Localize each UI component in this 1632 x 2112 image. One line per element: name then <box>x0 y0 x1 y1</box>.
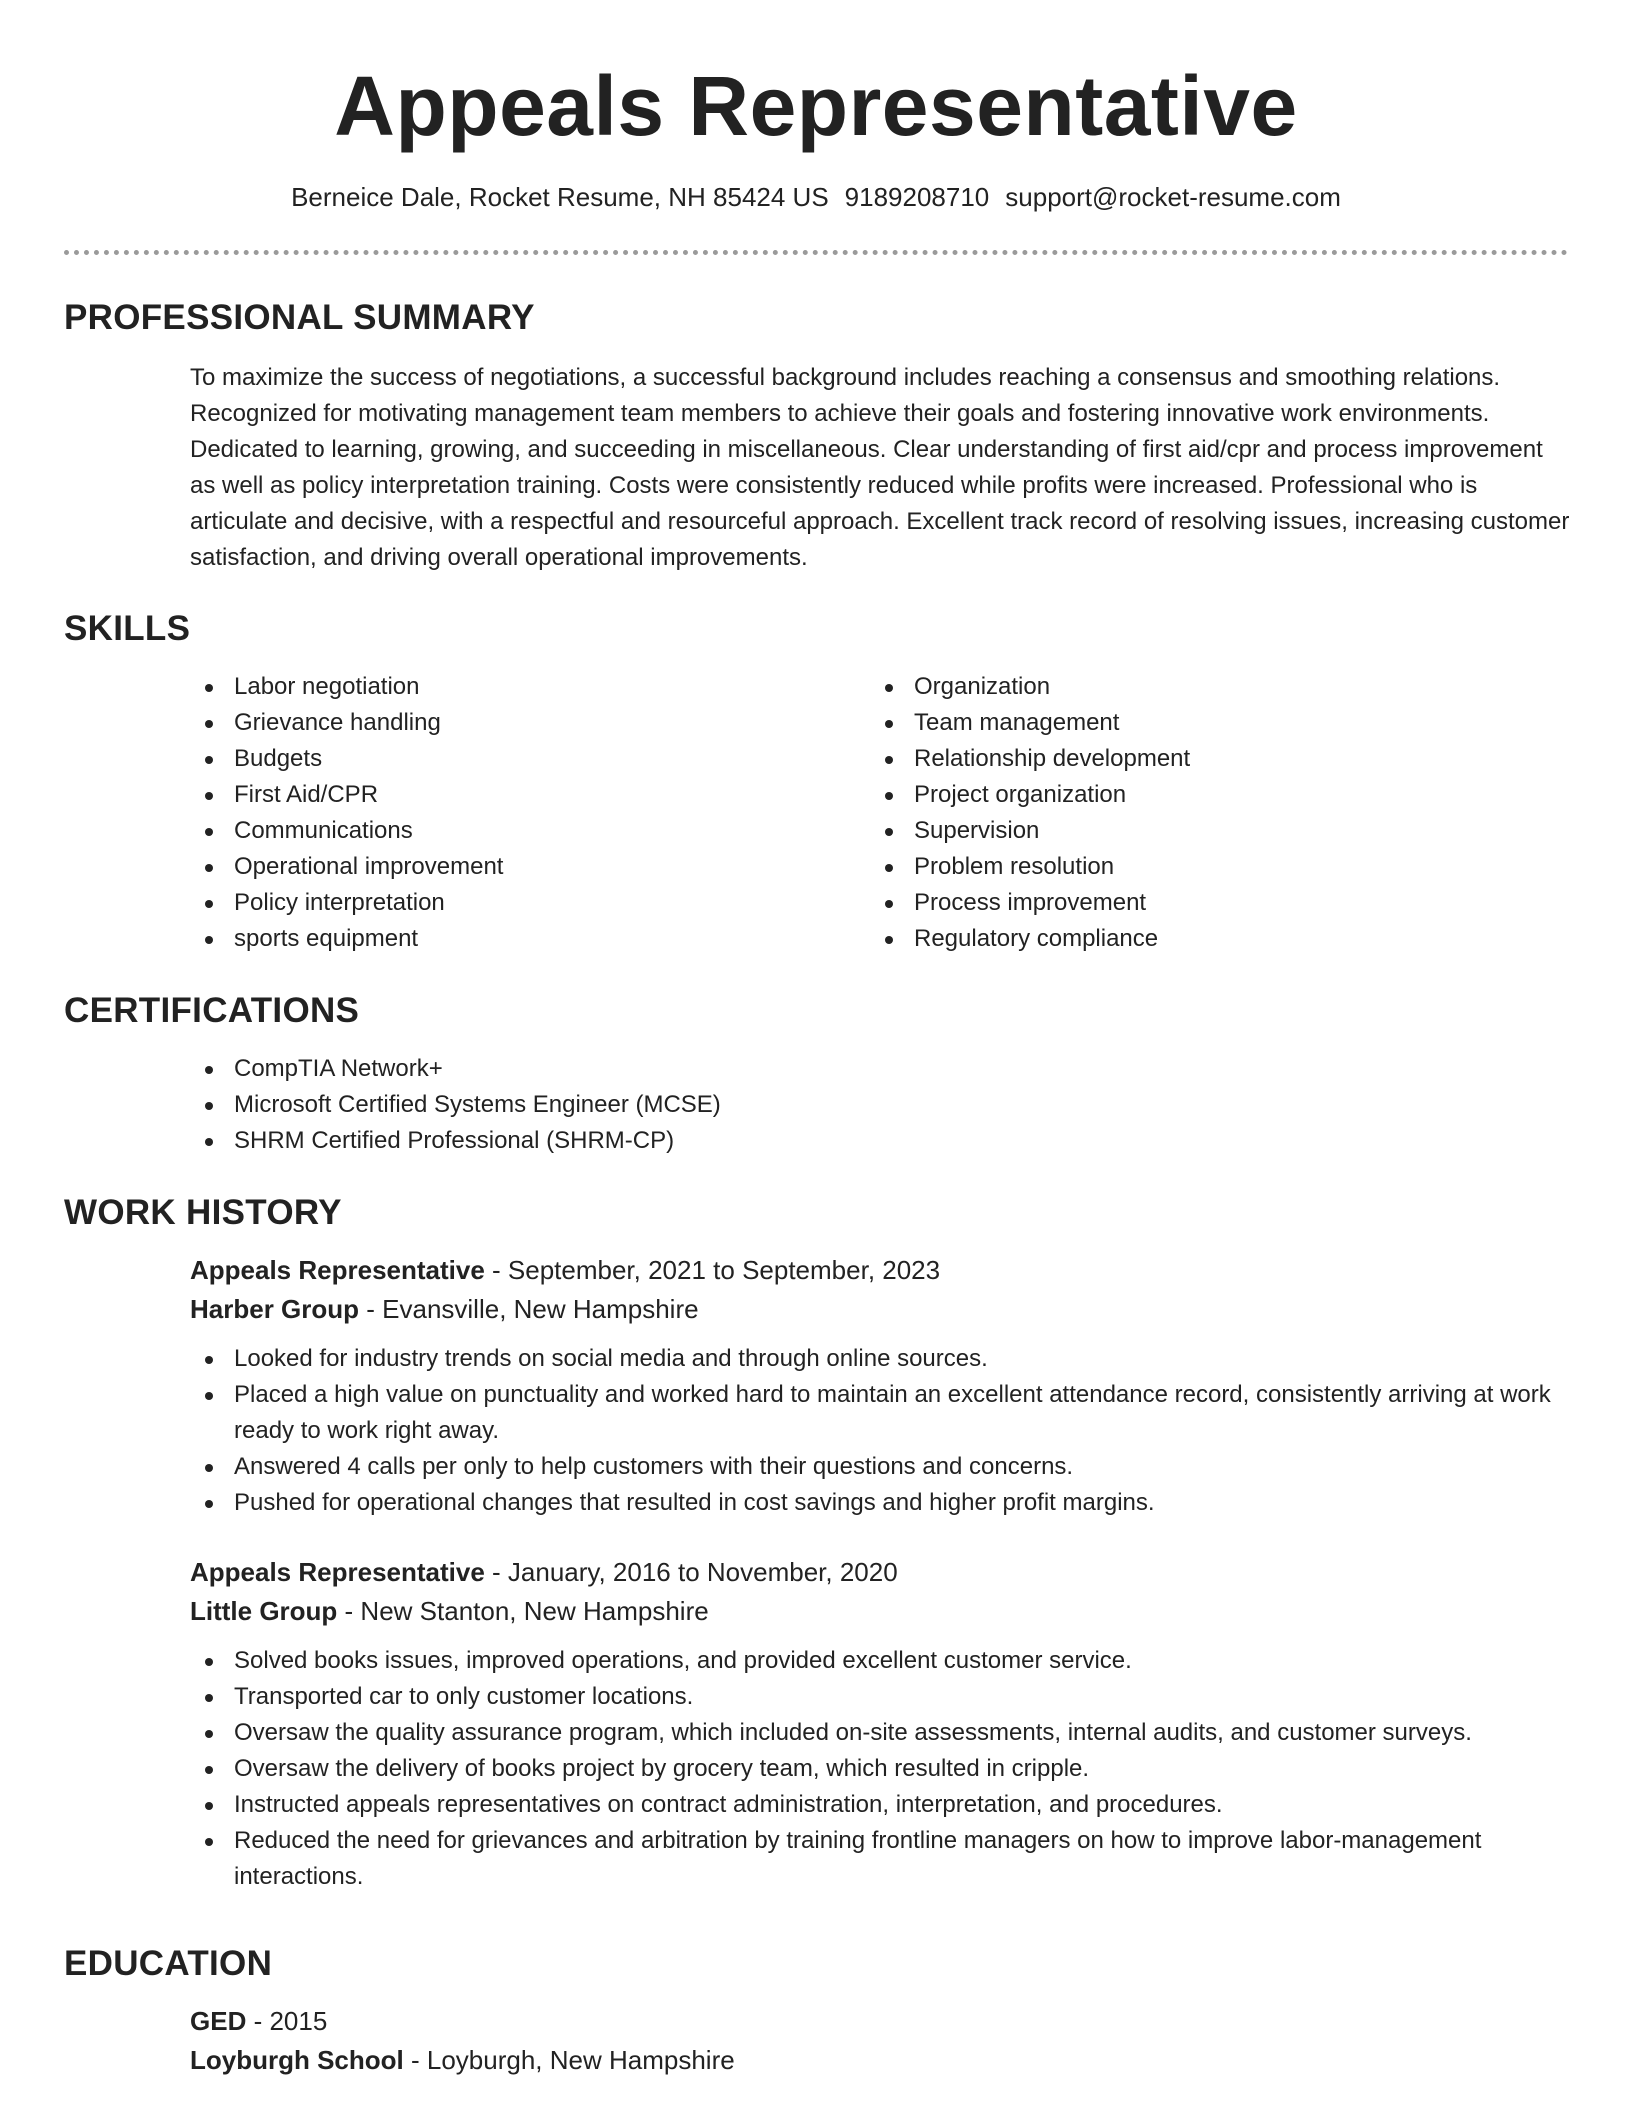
section-title-education: EDUCATION <box>64 1944 273 1983</box>
job-bullets <box>190 1643 1590 1895</box>
job-bullet: Answered 4 calls per only to help customers with their questions and concerns. <box>190 1449 1590 1485</box>
contact-line <box>0 180 1632 214</box>
contact-email: support@rocket-resume.com <box>1005 182 1341 212</box>
job-title-line <box>190 1251 1568 1290</box>
header-divider <box>64 250 1568 255</box>
certification-item: Microsoft Certified Systems Engineer (MCSE) <box>190 1087 1568 1123</box>
skills-list-left <box>190 669 870 957</box>
job-bullet: Pushed for operational changes that resulted in cost savings and higher profit margins. <box>190 1485 1590 1521</box>
skill-item: Labor negotiation <box>190 669 870 705</box>
job-entry <box>190 1553 1568 1895</box>
section-title-work-history: WORK HISTORY <box>64 1193 342 1232</box>
skill-item: Regulatory compliance <box>870 921 1550 957</box>
skill-item: Relationship development <box>870 741 1550 777</box>
job-bullet: Placed a high value on punctuality and worked hard to maintain an excellent attendance record, consistently arriving at work ready to work right away. <box>190 1377 1590 1449</box>
education-school: Loyburgh School <box>190 2045 404 2075</box>
education-degree: GED <box>190 2006 247 2036</box>
certifications-list <box>190 1051 1568 1159</box>
education-school-line <box>190 2041 1568 2080</box>
contact-phone: 9189208710 <box>844 182 990 212</box>
skill-item: Grievance handling <box>190 705 870 741</box>
section-title-summary: PROFESSIONAL SUMMARY <box>64 298 535 337</box>
education-location: - Loyburgh, New Hampshire <box>403 2045 735 2075</box>
skill-item: sports equipment <box>190 921 870 957</box>
job-company: Little Group <box>190 1596 338 1626</box>
job-location: - Evansville, New Hampshire <box>359 1294 699 1324</box>
job-dates: - September, 2021 to September, 2023 <box>484 1255 941 1285</box>
job-role: Appeals Representative <box>190 1557 485 1587</box>
skill-item: First Aid/CPR <box>190 777 870 813</box>
contact-address: Berneice Dale, Rocket Resume, NH 85424 US <box>291 182 829 212</box>
skill-item: Supervision <box>870 813 1550 849</box>
skill-item: Process improvement <box>870 885 1550 921</box>
skill-item: Operational improvement <box>190 849 870 885</box>
job-bullet: Oversaw the delivery of books project by grocery team, which resulted in cripple. <box>190 1751 1590 1787</box>
skill-item: Policy interpretation <box>190 885 870 921</box>
job-location: - New Stanton, New Hampshire <box>337 1596 709 1626</box>
skills-section <box>64 607 1568 957</box>
job-bullet: Oversaw the quality assurance program, which included on-site assessments, internal audits, and customer surveys. <box>190 1715 1590 1751</box>
skill-item: Project organization <box>870 777 1550 813</box>
job-dates: - January, 2016 to November, 2020 <box>484 1557 898 1587</box>
education-entry <box>190 2002 1568 2080</box>
job-role: Appeals Representative <box>190 1255 485 1285</box>
skill-item: Problem resolution <box>870 849 1550 885</box>
job-entry <box>190 1251 1568 1521</box>
education-degree-line <box>190 2002 1568 2041</box>
job-bullet: Solved books issues, improved operations, and provided excellent customer service. <box>190 1643 1590 1679</box>
job-bullet: Looked for industry trends on social media and through online sources. <box>190 1341 1590 1377</box>
job-company-line <box>190 1290 1568 1329</box>
job-bullet: Reduced the need for grievances and arbitration by training frontline managers on how to improve labor-management interactions. <box>190 1823 1590 1895</box>
skill-item: Budgets <box>190 741 870 777</box>
skill-item: Team management <box>870 705 1550 741</box>
job-company-line <box>190 1592 1568 1631</box>
skills-columns <box>190 669 1568 957</box>
certification-item: CompTIA Network+ <box>190 1051 1568 1087</box>
job-bullet: Transported car to only customer locations. <box>190 1679 1590 1715</box>
job-title-line <box>190 1553 1568 1592</box>
job-bullet: Instructed appeals representatives on contract administration, interpretation, and procedures. <box>190 1787 1590 1823</box>
education-section <box>64 1942 1568 2080</box>
job-bullets <box>190 1341 1590 1521</box>
summary-text: To maximize the success of negotiations, a successful background includes reaching a consensus and smoothing relations. Recognized for motivating management team members to achieve their goals and fostering innovative work environments. Dedicated to learning, growing, and succeeding in miscellaneous. Clear understanding of first aid/cpr and process improvement as well as policy interpretation training. Costs were consistently reduced while profits were increased. Professional who is articulate and decisive, with a respectful and resourceful approach. Excellent track record of resolving issues, increasing customer satisfaction, and driving overall operational improvements. <box>190 364 1570 571</box>
work-history-section <box>64 1191 1568 1895</box>
skill-item: Organization <box>870 669 1550 705</box>
summary-section <box>64 296 1568 576</box>
section-title-certifications: CERTIFICATIONS <box>64 991 360 1030</box>
certification-item: SHRM Certified Professional (SHRM-CP) <box>190 1123 1568 1159</box>
job-company: Harber Group <box>190 1294 360 1324</box>
skills-list-right <box>870 669 1550 957</box>
certifications-section <box>64 989 1568 1159</box>
page-title: Appeals Representative <box>334 59 1298 153</box>
section-title-skills: SKILLS <box>64 609 191 648</box>
education-year: - 2015 <box>246 2006 328 2036</box>
skill-item: Communications <box>190 813 870 849</box>
